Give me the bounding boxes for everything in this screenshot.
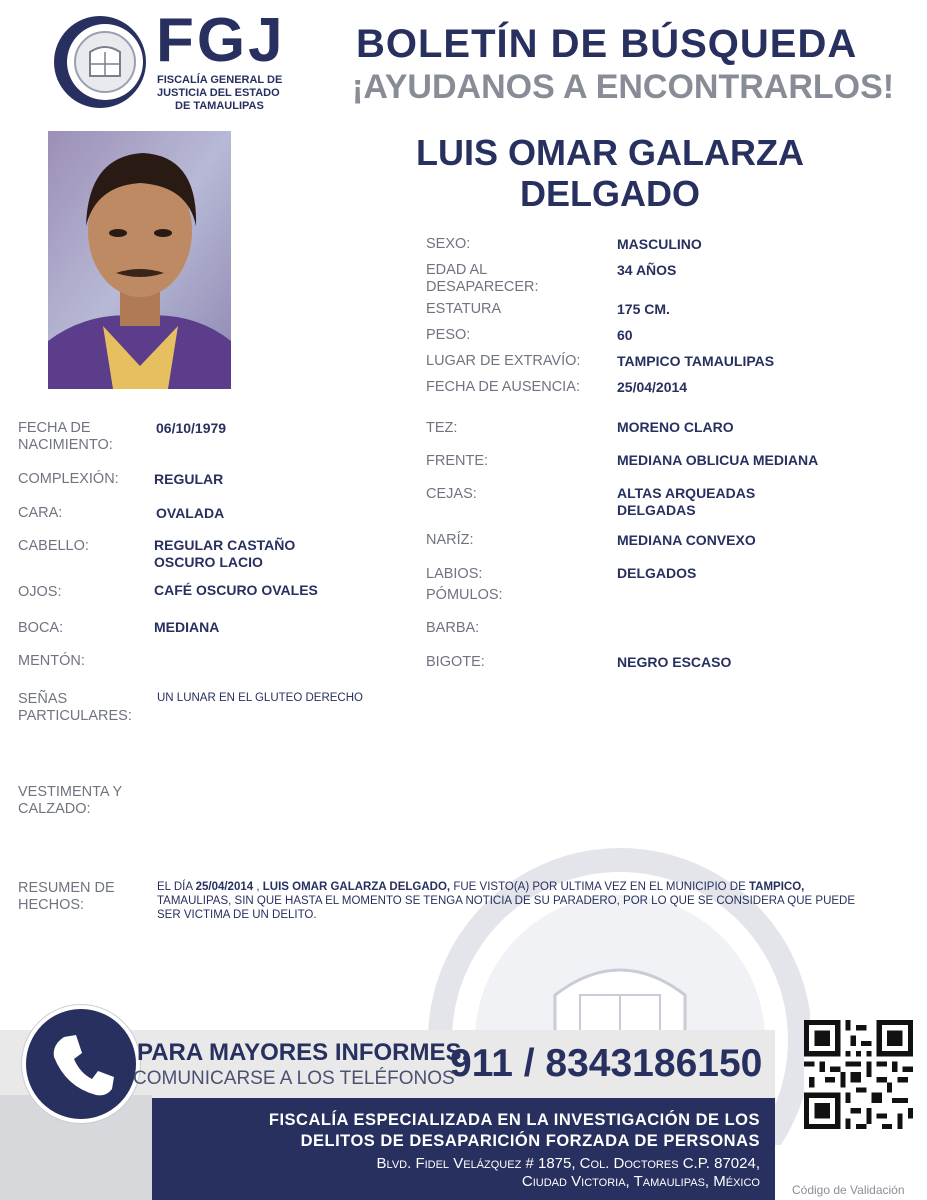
qr-caption: Código de Validación [792, 1183, 905, 1197]
bulletin-subtitle: ¡AYUDANOS A ENCONTRARLOS! [352, 68, 895, 106]
contact-line2: COMUNICARSE A LOS TELÉFONOS [133, 1068, 455, 1089]
mouth-label: BOCA: [18, 620, 64, 636]
footer-address-line1: Blvd. Fidel Velázquez # 1875, Col. Doctores C.P. 87024, [376, 1155, 760, 1172]
summary-text [157, 880, 862, 922]
forehead-value: MEDIANA OBLICUA MEDIANA [617, 452, 819, 468]
contact-phones: 911 / 8343186150 [450, 1042, 763, 1085]
missing-person-photo [48, 131, 231, 389]
person-name-line1: LUIS OMAR GALARZA [416, 132, 804, 173]
skin-value: MORENO CLARO [617, 419, 734, 435]
fgj-seal-icon [52, 14, 148, 110]
eyes-value: CAFÉ OSCURO OVALES [154, 582, 318, 598]
mouth-value: MEDIANA [154, 619, 220, 635]
eyebrows-label: CEJAS: [426, 486, 477, 502]
eyebrows-value: ALTAS ARQUEADAS DELGADAS [617, 485, 756, 518]
summary-part: EL DÍA [157, 881, 196, 893]
face-label: CARA: [18, 505, 63, 521]
weight-label: PESO: [426, 327, 471, 343]
eyes-label: OJOS: [18, 584, 62, 600]
birthdate-value: 06/10/1979 [156, 420, 227, 436]
sex-label: SEXO: [426, 236, 471, 252]
forehead-label: FRENTE: [426, 453, 489, 469]
nose-value: MEDIANA CONVEXO [617, 532, 756, 548]
summary-part: FUE VISTO(A) POR ULTIMA VEZ EN EL MUNICIPIO DE [450, 881, 749, 893]
footer-address-line2: Ciudad Victoria, Tamaulipas, México [521, 1173, 760, 1190]
hair-value: REGULAR CASTAÑO OSCURO LACIO [154, 537, 296, 570]
contact-line1: PARA MAYORES INFORMES, [137, 1039, 469, 1066]
sex-value: MASCULINO [617, 236, 702, 252]
absence-date-value: 25/04/2014 [617, 379, 688, 395]
clothing-label: VESTIMENTA Y CALZADO: [18, 784, 123, 817]
skin-label: TEZ: [426, 420, 458, 436]
birthdate-label: FECHA DE NACIMIENTO: [18, 420, 113, 453]
absence-date-label: FECHA DE AUSENCIA: [426, 379, 580, 395]
phone-badge [22, 1005, 140, 1123]
summary-label: RESUMEN DE HECHOS: [18, 880, 115, 913]
person-name-line2: DELGADO [520, 173, 700, 214]
agency-name-line2: JUSTICIA DEL ESTADO [157, 87, 280, 99]
bulletin-title: BOLETÍN DE BÚSQUEDA [356, 22, 858, 66]
summary-part: , [253, 881, 263, 893]
place-value: TAMPICO TAMAULIPAS [617, 353, 775, 369]
marks-label: SEÑAS PARTICULARES: [18, 691, 132, 724]
mustache-value: NEGRO ESCASO [617, 654, 732, 670]
fgj-logo-letters: FGJ [156, 6, 286, 75]
marks-value: UN LUNAR EN EL GLUTEO DERECHO [157, 692, 363, 704]
summary-city: TAMPICO, [748, 881, 805, 893]
build-value: REGULAR [154, 471, 224, 487]
beard-label: BARBA: [426, 620, 480, 636]
agency-name-line3: DE TAMAULIPAS [175, 100, 264, 112]
qr-code[interactable] [804, 1020, 913, 1129]
place-label: LUGAR DE EXTRAVÍO: [426, 353, 581, 369]
mustache-label: BIGOTE: [426, 654, 485, 670]
lips-value: DELGADOS [617, 565, 697, 581]
chin-label: MENTÓN: [18, 653, 85, 669]
phone-icon [26, 1009, 136, 1119]
nose-label: NARÍZ: [426, 532, 474, 548]
lips-label: LABIOS: [426, 566, 483, 582]
build-label: COMPLEXIÓN: [18, 471, 119, 487]
hair-label: CABELLO: [18, 538, 89, 554]
age-value: 34 AÑOS [617, 262, 677, 278]
footer-line2: DELITOS DE DESAPARICIÓN FORZADA DE PERSONAS [300, 1132, 760, 1150]
height-value: 175 CM. [617, 301, 670, 317]
summary-name: LUIS OMAR GALARZA DELGADO, [262, 881, 451, 893]
height-label: ESTATURA [426, 301, 502, 317]
agency-name-line1: FISCALÍA GENERAL DE [157, 74, 283, 86]
summary-date: 25/04/2014 [195, 881, 254, 893]
cheekbones-label: PÓMULOS: [426, 587, 503, 603]
footer-line1: FISCALÍA ESPECIALIZADA EN LA INVESTIGACIÓN DE LOS [268, 1111, 760, 1129]
summary-part: TAMAULIPAS, SIN QUE HASTA EL MOMENTO SE TENGA NOTICIA DE SU PARADERO, POR LO QUE SE CONSIDERA QUE PUEDE SER VICTIMA DE UN DELITO. [157, 895, 856, 921]
weight-value: 60 [617, 327, 633, 343]
face-value: OVALADA [156, 505, 225, 521]
age-label: EDAD AL DESAPARECER: [426, 262, 539, 295]
